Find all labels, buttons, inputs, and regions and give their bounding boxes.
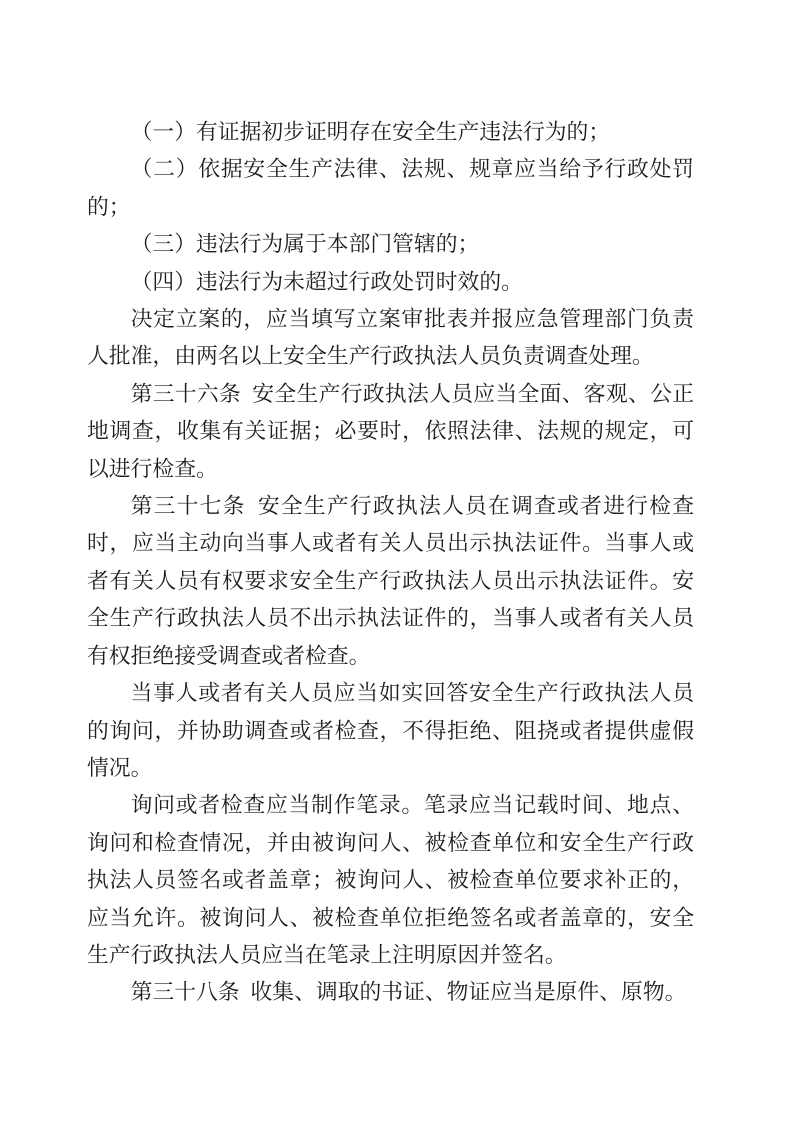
paragraph-item-1: （一）有证据初步证明存在安全生产违法行为的；: [130, 120, 611, 144]
paragraph-article-37: 第三十七条 安全生产行政执法人员在调查或者进行检查时，应当主动向当事人或者有关人员出示执法证件。当事人或者有关人员有权要求安全生产行政执法人员出示执法证件。安全生产行政执法人员不出示执法证件的，当事人或者有关人员有权拒绝接受调查或者检查。: [87, 494, 694, 668]
paragraph-item-4: （四）违法行为未超过行政处罚时效的。: [130, 269, 523, 294]
paragraph-article-38: 第三十八条 收集、调取的书证、物证应当是原件、原物。: [130, 980, 687, 1005]
paragraph-article-37-duty: 当事人或者有关人员应当如实回答安全生产行政执法人员的询问，并协助调查或者检查，不得拒绝、阻挠或者提供虚假情况。: [87, 681, 694, 780]
paragraph-article-37-notes: 询问或者检查应当制作笔录。笔录应当记载时间、地点、询问和检查情况，并由被询问人、被检查单位和安全生产行政执法人员签名或者盖章；被询问人、被检查单位要求补正的，应当允许。被询问人、被检查单位拒绝签名或者盖章的，安全生产行政执法人员应当在笔录上注明原因并签名。: [87, 793, 694, 967]
paragraph-item-2: （二）依据安全生产法律、法规、规章应当给予行政处罚的；: [87, 157, 694, 219]
paragraph-item-3: （三）违法行为属于本部门管辖的；: [130, 232, 480, 257]
paragraph-article-36: 第三十六条 安全生产行政执法人员应当全面、客观、公正地调查，收集有关证据；必要时，依照法律、法规的规定，可以进行检查。: [87, 381, 694, 481]
document-text-block: [87, 114, 694, 1012]
paragraph-case-filing: 决定立案的，应当填写立案审批表并报应急管理部门负责人批准，由两名以上安全生产行政执法人员负责调查处理。: [87, 307, 694, 369]
